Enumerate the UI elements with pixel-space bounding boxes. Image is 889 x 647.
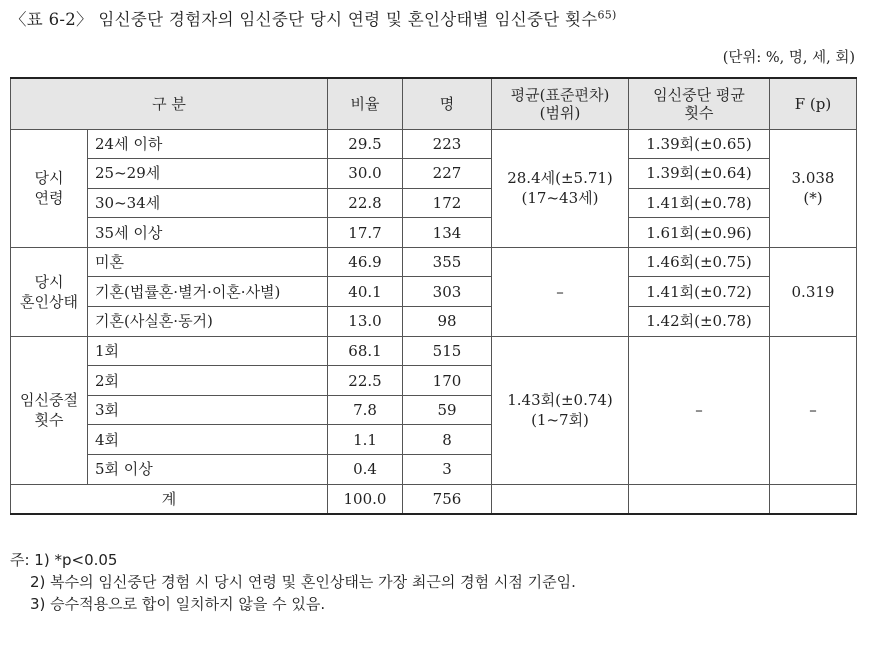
count-cell: 3 bbox=[403, 455, 492, 485]
row-label: 기혼(법률혼·별거·이혼·사별) bbox=[88, 277, 328, 307]
group-label-marital: 당시 혼인상태 bbox=[11, 247, 88, 336]
header-row bbox=[11, 78, 857, 129]
ratio-cell: 68.1 bbox=[328, 336, 403, 366]
footnote-1: 주: 1) *p<0.05 bbox=[10, 551, 118, 569]
ratio-cell: 29.5 bbox=[328, 129, 403, 159]
ratio-cell: 22.5 bbox=[328, 366, 403, 396]
ratio-cell: 40.1 bbox=[328, 277, 403, 307]
row-label: 2회 bbox=[88, 366, 328, 396]
total-row bbox=[11, 484, 857, 514]
total-empty bbox=[492, 484, 629, 514]
footnote-2: 2) 복수의 임신중단 경험 시 당시 연령 및 혼인상태는 가장 최근의 경험 시점 기준임. bbox=[30, 573, 576, 591]
count-cell: 355 bbox=[403, 247, 492, 277]
f-cell-age: 3.038 (*) bbox=[770, 129, 857, 247]
row-label: 30~34세 bbox=[88, 188, 328, 218]
table-row bbox=[11, 336, 857, 366]
ratio-cell: 1.1 bbox=[328, 425, 403, 455]
table-row bbox=[11, 188, 857, 218]
f-cell-marital: 0.319 bbox=[770, 247, 857, 336]
table-row bbox=[11, 129, 857, 159]
ratio-cell: 46.9 bbox=[328, 247, 403, 277]
count-cell: 59 bbox=[403, 395, 492, 425]
avg-cell: 1.46회(±0.75) bbox=[629, 247, 770, 277]
header-abortion-mean: 임신중단 평균 횟수 bbox=[629, 78, 770, 129]
ratio-cell: 7.8 bbox=[328, 395, 403, 425]
mean-cell-marital: – bbox=[492, 247, 629, 336]
row-label: 24세 이하 bbox=[88, 129, 328, 159]
header-category: 구 분 bbox=[11, 78, 328, 129]
header-f: F (p) bbox=[770, 78, 857, 129]
row-label: 3회 bbox=[88, 395, 328, 425]
ratio-cell: 17.7 bbox=[328, 218, 403, 248]
f-cell-count: – bbox=[770, 336, 857, 484]
table-row bbox=[11, 247, 857, 277]
ratio-cell: 0.4 bbox=[328, 455, 403, 485]
table-row bbox=[11, 307, 857, 337]
table-row bbox=[11, 277, 857, 307]
row-label: 1회 bbox=[88, 336, 328, 366]
row-label: 미혼 bbox=[88, 247, 328, 277]
ratio-cell: 22.8 bbox=[328, 188, 403, 218]
unit-label: (단위: %, 명, 세, 회) bbox=[722, 50, 855, 66]
total-empty bbox=[629, 484, 770, 514]
count-cell: 8 bbox=[403, 425, 492, 455]
row-label: 5회 이상 bbox=[88, 455, 328, 485]
count-cell: 227 bbox=[403, 159, 492, 189]
count-cell: 134 bbox=[403, 218, 492, 248]
count-cell: 172 bbox=[403, 188, 492, 218]
table-row bbox=[11, 218, 857, 248]
table-title: 〈표 6-2〉 임신중단 경험자의 임신중단 당시 연령 및 혼인상태별 임신중단 횟수$^{65)}$ bbox=[10, 8, 617, 29]
count-cell: 303 bbox=[403, 277, 492, 307]
row-label: 기혼(사실혼·동거) bbox=[88, 307, 328, 337]
footnote-ref: 65) bbox=[597, 8, 617, 22]
ratio-cell: 13.0 bbox=[328, 307, 403, 337]
total-ratio: 100.0 bbox=[328, 484, 403, 514]
avg-cell: 1.39회(±0.65) bbox=[629, 129, 770, 159]
ratio-cell: 30.0 bbox=[328, 159, 403, 189]
avg-cell: 1.41회(±0.78) bbox=[629, 188, 770, 218]
header-count: 명 bbox=[403, 78, 492, 129]
total-count: 756 bbox=[403, 484, 492, 514]
group-label-age: 당시 연령 bbox=[11, 129, 88, 247]
group-label-count: 임신중절 횟수 bbox=[11, 336, 88, 484]
footnotes bbox=[10, 549, 576, 615]
avg-cell: 1.41회(±0.72) bbox=[629, 277, 770, 307]
count-cell: 515 bbox=[403, 336, 492, 366]
total-empty bbox=[770, 484, 857, 514]
header-mean: 평균(표준편차) (범위) bbox=[492, 78, 629, 129]
row-label: 25~29세 bbox=[88, 159, 328, 189]
data-table bbox=[10, 77, 857, 515]
count-cell: 98 bbox=[403, 307, 492, 337]
mean-cell-count: 1.43회(±0.74) (1~7회) bbox=[492, 336, 629, 484]
avg-cell-count: – bbox=[629, 336, 770, 484]
footnote-3: 3) 승수적용으로 합이 일치하지 않을 수 있음. bbox=[30, 595, 326, 613]
row-label: 4회 bbox=[88, 425, 328, 455]
row-label: 35세 이상 bbox=[88, 218, 328, 248]
count-cell: 223 bbox=[403, 129, 492, 159]
header-ratio: 비율 bbox=[328, 78, 403, 129]
mean-cell-age: 28.4세(±5.71) (17~43세) bbox=[492, 129, 629, 247]
avg-cell: 1.61회(±0.96) bbox=[629, 218, 770, 248]
total-label: 계 bbox=[11, 484, 328, 514]
avg-cell: 1.39회(±0.64) bbox=[629, 159, 770, 189]
count-cell: 170 bbox=[403, 366, 492, 396]
table-row bbox=[11, 159, 857, 189]
avg-cell: 1.42회(±0.78) bbox=[629, 307, 770, 337]
